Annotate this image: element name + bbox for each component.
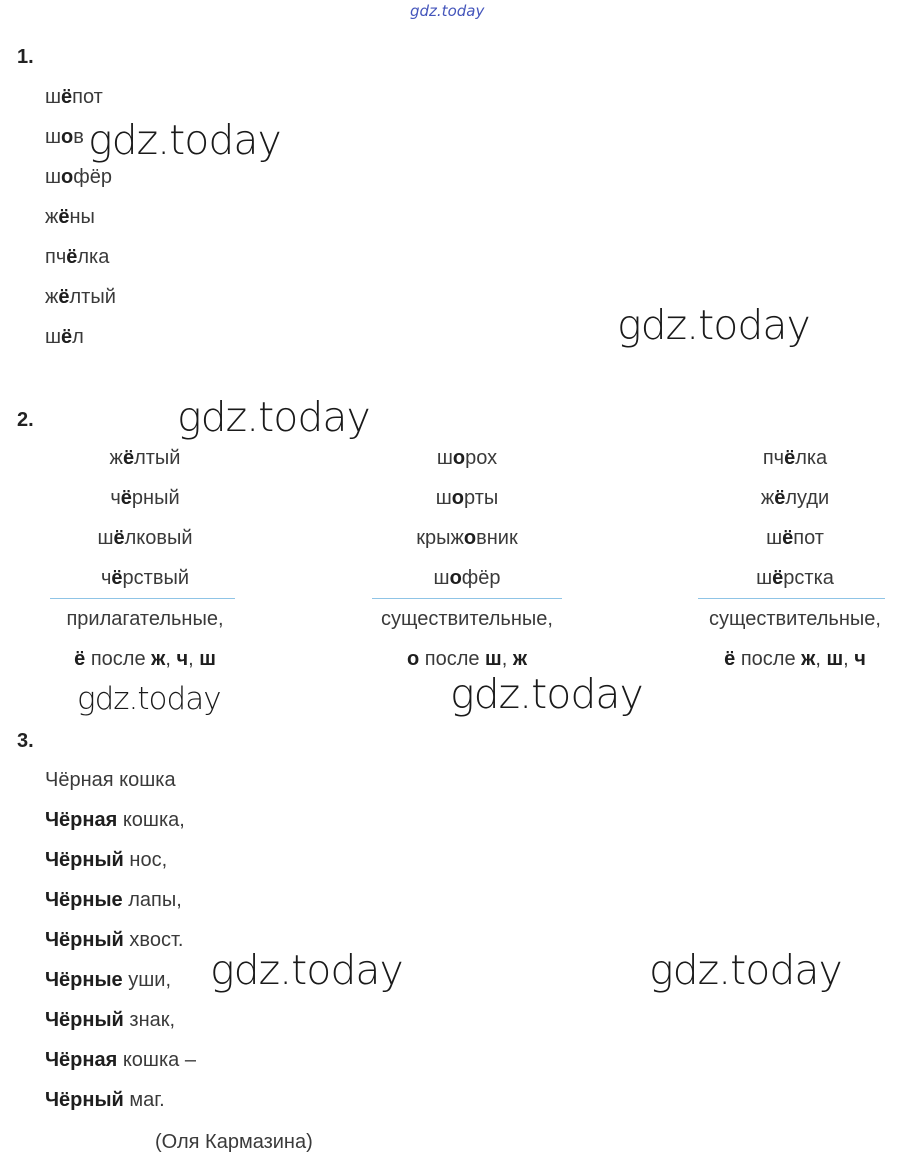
highlighted-vowel: ё — [774, 487, 786, 509]
word: шёрстка — [756, 567, 834, 589]
highlighted-vowel: ё — [122, 447, 135, 469]
poem-line-bold: Чёрный — [45, 929, 124, 951]
column-caption: существительные, — [381, 608, 553, 630]
word: крыжовник — [416, 527, 518, 549]
poem-line: Чёрная кошка — [45, 769, 176, 791]
highlighted-vowel: о — [449, 567, 462, 589]
column-divider-line — [372, 598, 562, 599]
spelling-rule: о после ш, ж — [406, 648, 528, 670]
watermark-top: gdz.today — [410, 2, 485, 20]
highlighted-vowel: о — [61, 166, 74, 188]
word: жёлтый — [109, 447, 181, 469]
column-divider-line — [698, 598, 885, 599]
rule-vowel: о — [406, 648, 420, 670]
rule-consonant: ш — [199, 648, 216, 670]
watermark: gdz.today — [210, 946, 403, 994]
rule-consonant: ж — [512, 648, 528, 670]
rule-consonant: ж — [801, 648, 816, 670]
word: жёлтый — [45, 286, 116, 308]
word: шофёр — [433, 567, 501, 589]
word: шорты — [435, 487, 499, 509]
column-divider-line — [50, 598, 235, 599]
watermark: gdz.today — [77, 681, 221, 717]
task-2-number: 2. — [17, 409, 34, 431]
rule-consonant: ш — [826, 648, 844, 670]
poem-author: (Оля Кармазина) — [155, 1131, 313, 1153]
word: шов — [45, 126, 84, 148]
poem-line: Чёрные лапы, — [45, 889, 182, 911]
word: шёпот — [766, 527, 824, 549]
highlighted-vowel: ё — [113, 527, 125, 549]
poem-line: Чёрный хвост. — [45, 929, 184, 951]
watermark: gdz.today — [649, 946, 842, 994]
highlighted-vowel: ё — [58, 286, 70, 308]
rule-vowel: ё — [74, 648, 86, 670]
poem-line-bold: Чёрный — [45, 849, 124, 871]
highlighted-vowel: ё — [120, 487, 132, 509]
word: чёрный — [110, 487, 180, 509]
task-1-number: 1. — [17, 46, 34, 68]
rule-consonant: ч — [176, 648, 189, 670]
poem-line: Чёрная кошка – — [45, 1049, 196, 1071]
highlighted-vowel: ё — [784, 447, 796, 469]
poem-line-bold: Чёрный — [45, 1089, 124, 1111]
poem-line-bold: Чёрные — [45, 889, 123, 911]
word: шорох — [436, 447, 498, 469]
word: жёны — [45, 206, 95, 228]
poem-line: Чёрный нос, — [45, 849, 168, 871]
poem-line: Чёрная кошка, — [45, 809, 185, 831]
word: шофёр — [45, 166, 112, 188]
highlighted-vowel: ё — [782, 527, 794, 549]
highlighted-vowel: о — [463, 527, 477, 549]
rule-consonant: ч — [854, 648, 866, 670]
spelling-rule: ё после ж, ч, ш — [74, 648, 216, 670]
highlighted-vowel: о — [452, 447, 466, 469]
spelling-rule: ё после ж, ш, ч — [724, 648, 866, 670]
highlighted-vowel: о — [451, 487, 465, 509]
column-caption: прилагательные, — [66, 608, 224, 630]
highlighted-vowel: ё — [111, 567, 123, 589]
poem-line: Чёрные уши, — [45, 969, 172, 991]
poem-line: Чёрный маг. — [45, 1089, 165, 1111]
highlighted-vowel: о — [61, 126, 74, 148]
word: шёпот — [45, 86, 103, 108]
highlighted-vowel: ё — [61, 86, 73, 108]
poem-line: Чёрный знак, — [45, 1009, 176, 1031]
highlighted-vowel: ё — [58, 206, 70, 228]
poem-line-bold: Чёрный — [45, 1009, 124, 1031]
watermark: gdz.today — [450, 670, 643, 718]
task-3-number: 3. — [17, 730, 34, 752]
poem-line-bold: Чёрные — [45, 969, 123, 991]
rule-consonant: ш — [485, 648, 502, 670]
rule-vowel: ё — [724, 648, 736, 670]
word: шёл — [45, 326, 84, 348]
highlighted-vowel: ё — [61, 326, 73, 348]
watermark: gdz.today — [177, 393, 370, 441]
poem-line-bold: Чёрная — [45, 809, 118, 831]
rule-consonant: ж — [151, 648, 166, 670]
watermark: gdz.today — [88, 116, 281, 164]
word: пчёлка — [762, 447, 828, 469]
highlighted-vowel: ё — [66, 246, 78, 268]
word: шёлковый — [97, 527, 193, 549]
word: чёрствый — [100, 567, 190, 589]
highlighted-vowel: ё — [772, 567, 784, 589]
word: жёлуди — [760, 487, 830, 509]
watermark: gdz.today — [617, 301, 810, 349]
column-caption: существительные, — [709, 608, 881, 630]
poem-line-bold: Чёрная — [45, 1049, 118, 1071]
word: пчёлка — [45, 246, 110, 268]
